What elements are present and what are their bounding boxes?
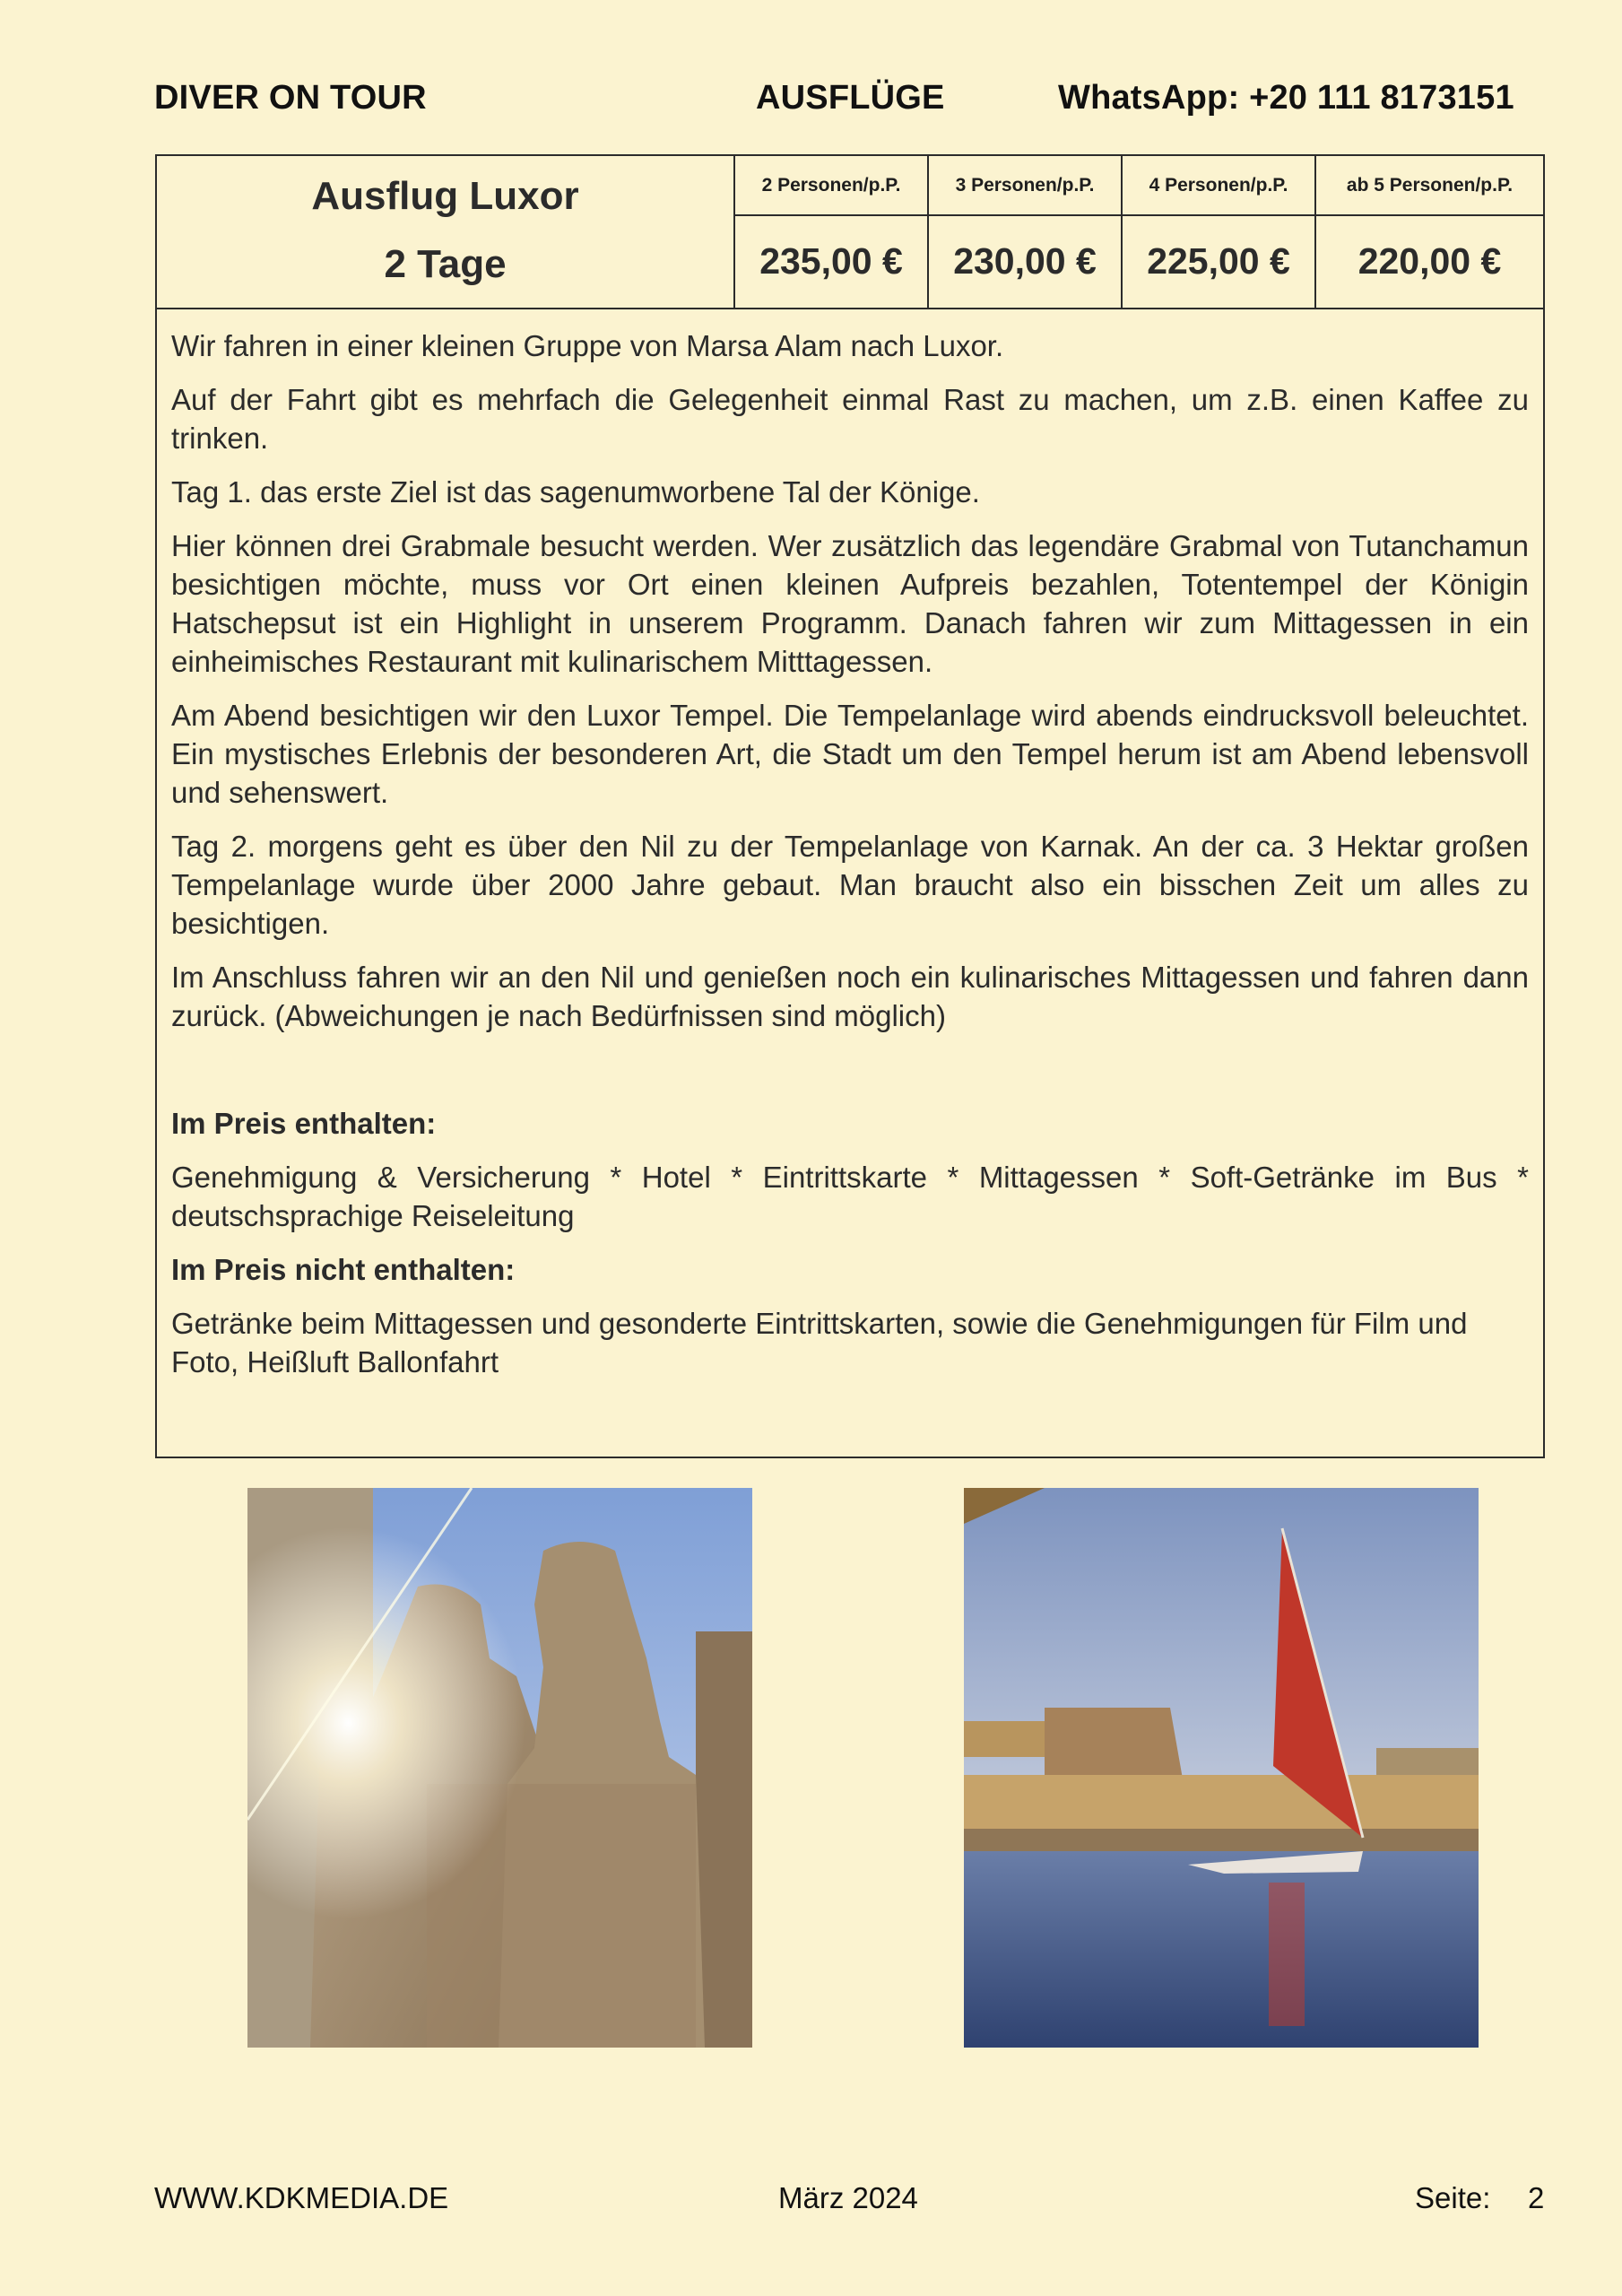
spacer — [171, 1050, 1529, 1104]
description-paragraph: Wir fahren in einer kleinen Gruppe von Marsa Alam nach Luxor. — [171, 329, 1004, 362]
statue-photo — [247, 1488, 752, 2048]
whatsapp-contact: WhatsApp: +20 111 8173151 — [1058, 79, 1514, 117]
section-title: AUSFLÜGE — [756, 79, 945, 117]
publication-date: März 2024 — [778, 2181, 918, 2214]
description-paragraph: Am Abend besichtigen wir den Luxor Tempel. Die Tempelanlage wird abends eindrucksvoll beleuchtet. Ein mystisches Erlebnis der besonderen Art, die Stadt um den Tempel herum ist am Abend lebensvoll und sehenswert. — [171, 699, 1529, 809]
description-paragraph: Im Anschluss fahren wir an den Nil und genießen noch ein kulinarisches Mittagessen und fahren dann zurück. (Abweichungen je nach Bedürfnissen sind möglich) — [171, 961, 1529, 1032]
price-value: 235,00 € — [759, 240, 903, 282]
price-header — [157, 156, 1543, 309]
price-label: 2 Personen/p.P. — [735, 156, 927, 216]
description-paragraph: Tag 1. das erste Ziel ist das sagenumworbene Tal der Könige. — [171, 475, 980, 509]
tour-title: Ausflug Luxor — [311, 174, 579, 218]
page-number: 2 — [1528, 2181, 1545, 2214]
price-column — [1123, 156, 1316, 308]
price-label: 3 Personen/p.P. — [929, 156, 1121, 216]
not-included-text: Getränke beim Mittagessen und gesonderte Eintrittskarten, sowie die Genehmigungen für Film und Foto, Heißluft Ballonfahrt — [171, 1307, 1468, 1378]
page-label: Seite: — [1415, 2181, 1491, 2214]
tour-duration: 2 Tage — [384, 242, 507, 286]
price-value: 230,00 € — [953, 240, 1097, 282]
felucca-photo — [964, 1488, 1479, 2048]
price-column — [929, 156, 1123, 308]
included-heading: Im Preis enthalten: — [171, 1107, 437, 1140]
description-paragraph: Tag 2. morgens geht es über den Nil zu der Tempelanlage von Karnak. An der ca. 3 Hektar großen Tempelanlage wurde über 2000 Jahre gebaut. Man braucht also ein bisschen Zeit um alles zu besichtigen. — [171, 830, 1529, 940]
price-column — [1316, 156, 1543, 308]
price-value: 220,00 € — [1357, 240, 1502, 282]
included-text: Genehmigung & Versicherung * Hotel * Eintrittskarte * Mittagessen * Soft-Getränke im Bus * deutschsprachige Reiseleitung — [171, 1161, 1529, 1232]
not-included-heading: Im Preis nicht enthalten: — [171, 1253, 516, 1286]
description-paragraph: Auf der Fahrt gibt es mehrfach die Gelegenheit einmal Rast zu machen, um z.B. einen Kaffee zu trinken. — [171, 383, 1529, 455]
tour-title-cell — [157, 156, 735, 308]
tour-description — [171, 326, 1529, 1396]
description-paragraph: Hier können drei Grabmale besucht werden. Wer zusätzlich das legendäre Grabmal von Tutanchamun besichtigen möchte, muss vor Ort einen kleinen Aufpreis bezahlen, Totentempel der Königin Hatschepsut ist ein Highlight in unserem Programm. Danach fahren wir zum Mittagessen in ein einheimisches Restaurant mit kulinarischem Mitttagessen. — [171, 529, 1529, 678]
price-column — [735, 156, 929, 308]
price-value: 225,00 € — [1147, 240, 1290, 282]
price-label: ab 5 Personen/p.P. — [1316, 156, 1543, 216]
brand-name: DIVER ON TOUR — [154, 79, 427, 117]
website-link[interactable]: WWW.KDKMEDIA.DE — [154, 2181, 449, 2214]
tour-table — [155, 154, 1545, 1458]
price-label: 4 Personen/p.P. — [1123, 156, 1314, 216]
